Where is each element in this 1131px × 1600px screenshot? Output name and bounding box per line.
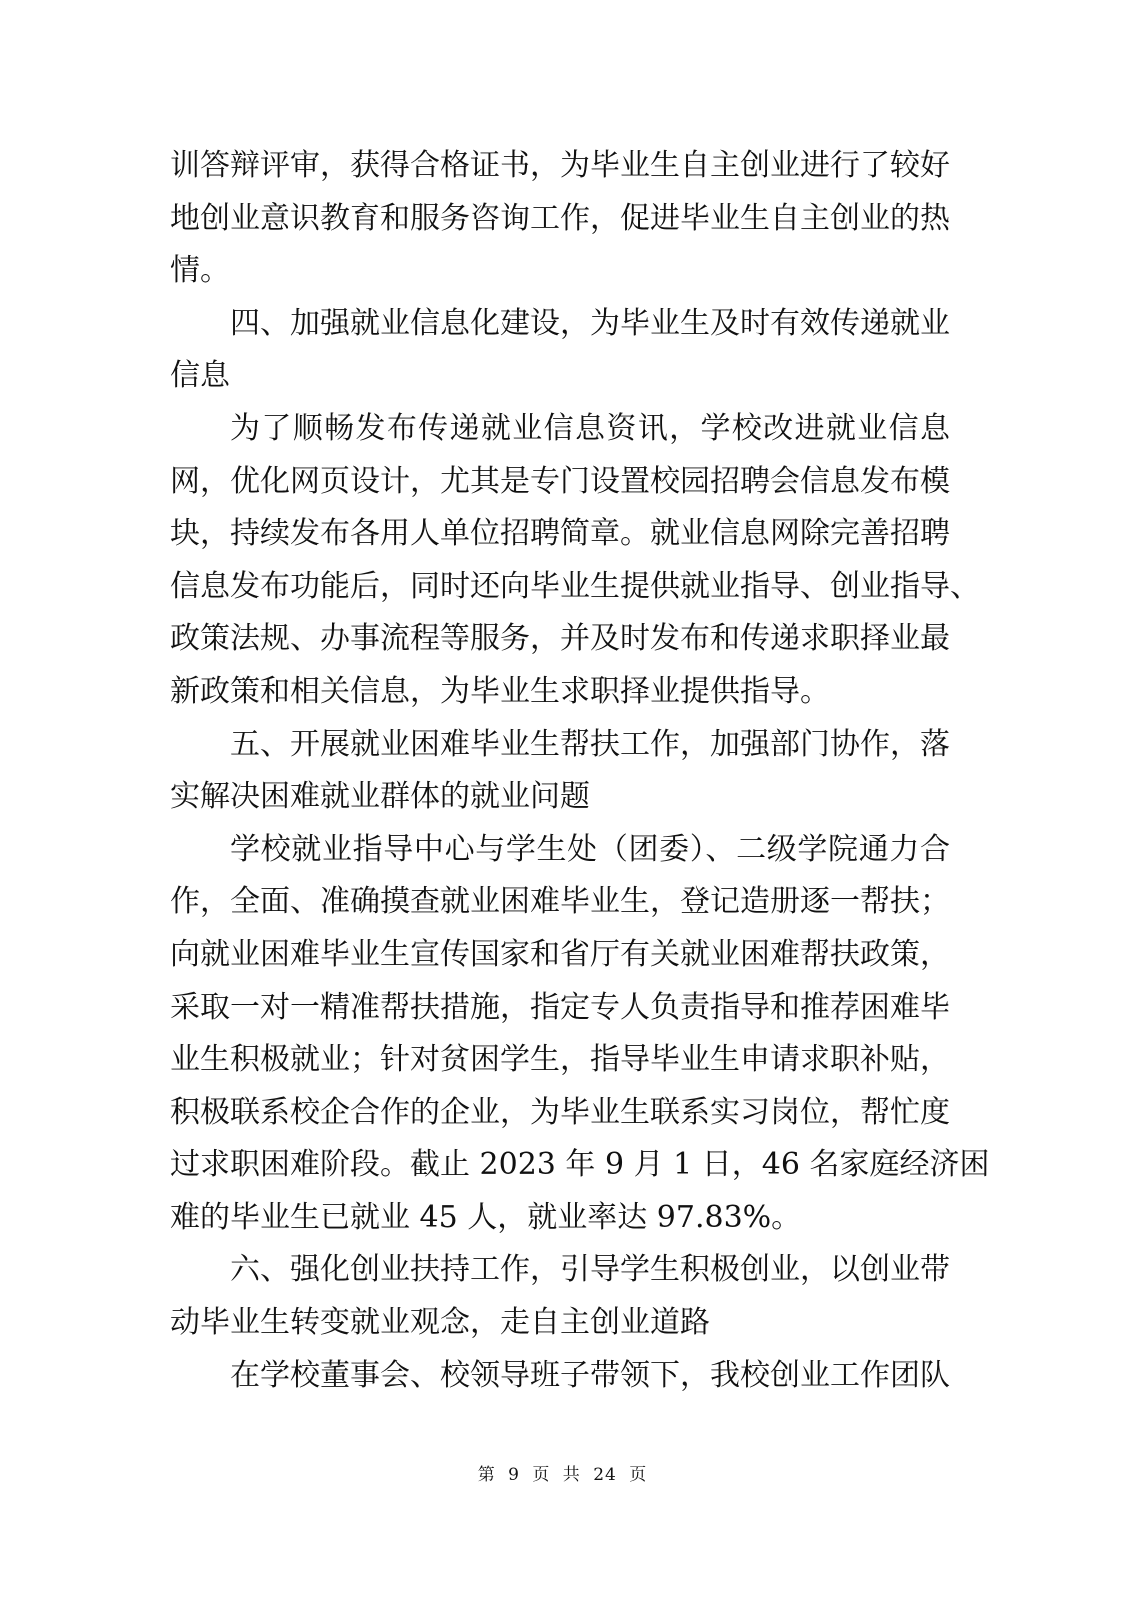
text-line: 五、开展就业困难毕业生帮扶工作，加强部门协作，落 (230, 726, 950, 762)
text-line: 积极联系校企合作的企业，为毕业生联系实习岗位，帮忙度 (170, 1094, 950, 1130)
footer-suffix: 页 (629, 1465, 648, 1485)
text-line: 动毕业生转变就业观念，走自主创业道路 (170, 1305, 710, 1341)
text-line: 地创业意识教育和服务咨询工作，促进毕业生自主创业的热 (170, 200, 950, 236)
footer-page-number: 9 (508, 1465, 520, 1485)
text-line: 新政策和相关信息，为毕业生求职择业提供指导。 (170, 673, 830, 709)
text-line: 信息发布功能后，同时还向毕业生提供就业指导、创业指导、 (170, 568, 980, 604)
text-line: 业生积极就业；针对贫困学生，指导毕业生申请求职补贴， (170, 1042, 950, 1078)
text-line: 实解决困难就业群体的就业问题 (170, 779, 590, 815)
text-line: 过求职困难阶段。截止 2023 年 9 月 1 日，46 名家庭经济困 (170, 1147, 990, 1183)
footer-total-label: 共 (562, 1465, 581, 1485)
text-line: 四、加强就业信息化建设，为毕业生及时有效传递就业 (230, 305, 950, 341)
text-line: 作，全面、准确摸查就业困难毕业生，登记造册逐一帮扶； (170, 884, 950, 920)
text-line: 难的毕业生已就业 45 人，就业率达 97.83%。 (170, 1199, 802, 1235)
page-footer (0, 1463, 1131, 1487)
document-body (170, 140, 990, 1402)
text-line: 六、强化创业扶持工作，引导学生积极创业，以创业带 (230, 1252, 950, 1288)
text-line: 为了顺畅发布传递就业信息资讯，学校改进就业信息 (230, 410, 950, 446)
text-line: 向就业困难毕业生宣传国家和省厅有关就业困难帮扶政策， (170, 936, 950, 972)
footer-total-pages: 24 (593, 1465, 617, 1485)
text-line: 采取一对一精准帮扶措施，指定专人负责指导和推荐困难毕 (170, 989, 950, 1025)
footer-page-label: 页 (532, 1465, 551, 1485)
text-line: 块，持续发布各用人单位招聘简章。就业信息网除完善招聘 (170, 516, 950, 552)
text-line: 网，优化网页设计，尤其是专门设置校园招聘会信息发布模 (170, 463, 950, 499)
text-line: 情。 (170, 253, 230, 289)
text-line: 在学校董事会、校领导班子带领下，我校创业工作团队 (230, 1357, 950, 1393)
text-line: 训答辩评审，获得合格证书，为毕业生自主创业进行了较好 (170, 148, 950, 183)
text-line: 政策法规、办事流程等服务，并及时发布和传递求职择业最 (170, 621, 950, 657)
text-line: 信息 (170, 358, 230, 394)
text-line: 学校就业指导中心与学生处（团委）、二级学院通力合 (230, 831, 950, 867)
footer-prefix: 第 (477, 1465, 496, 1485)
